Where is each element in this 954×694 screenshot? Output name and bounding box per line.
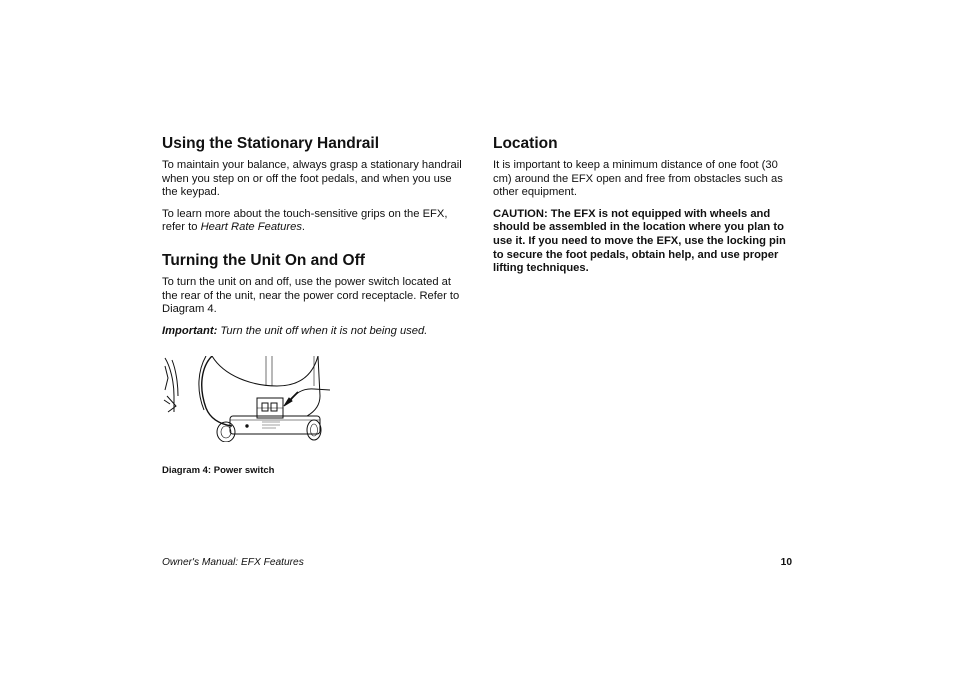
section-heading-location: Location (493, 135, 558, 152)
important-label: Important: (162, 324, 218, 337)
heart-rate-features-reference: Heart Rate Features (200, 221, 302, 234)
left-column (162, 134, 462, 476)
handrail-paragraph-1: To maintain your balance, always grasp a stationary handrail when you step on or off the foot pedals, and when you use the keypad. (162, 159, 462, 199)
important-note (162, 325, 462, 339)
section-heading-power: Turning the Unit On and Off (162, 251, 365, 269)
handrail-paragraph-2-prefix: To learn more about the touch-sensitive grips on the EFX, refer to (162, 207, 448, 234)
diagram-caption: Diagram 4: Power switch (162, 465, 275, 477)
section-heading-handrail: Using the Stationary Handrail (162, 135, 380, 152)
right-column (493, 134, 793, 284)
handrail-paragraph-2-suffix: . (301, 221, 306, 234)
caution-paragraph: CAUTION: The EFX is not equipped with wheels and should be assembled in the location where you plan to use it. If you need to move the EFX, use the locking pin to secure the foot pedals, obtain help, and use proper lifting techniques. (493, 207, 786, 275)
important-text: Turn the unit off when it is not being used. (217, 324, 428, 337)
handrail-paragraph-2 (162, 208, 462, 235)
location-paragraph: It is important to keep a minimum distance of one foot (30 cm) around the EFX open and free from obstacles such as other equipment. (493, 159, 783, 199)
page-number: 10 (780, 557, 792, 568)
power-switch-diagram (162, 356, 332, 442)
power-paragraph: To turn the unit on and off, use the power switch located at the rear of the unit, near the power cord receptacle. Refer to Diagram 4. (162, 275, 460, 316)
footer-title: Owner's Manual: EFX Features (162, 557, 304, 568)
